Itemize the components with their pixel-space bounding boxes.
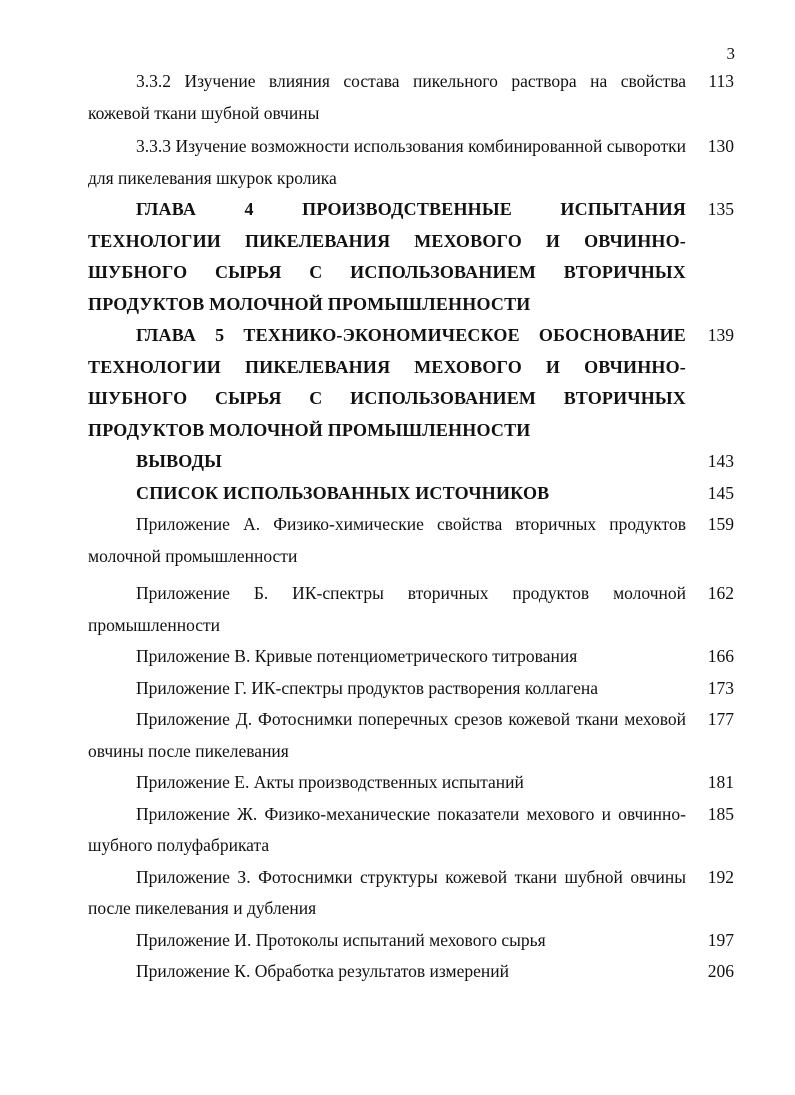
toc-entry-title: Приложение А. Физико-химические свойства вторичных продуктов молочной промышленности [88,514,686,566]
toc-entry-title: ГЛАВА 4 ПРОИЗВОДСТВЕННЫЕ ИСПЫТАНИЯ ТЕХНОЛОГИИ ПИКЕЛЕВАНИЯ МЕХОВОГО И ОВЧИННО-ШУБНОГО СЫРЬЯ С ИСПОЛЬЗОВАНИЕМ ВТОРИЧНЫХ ПРОДУКТОВ МОЛОЧНОЙ ПРОМЫШЛЕННОСТИ [88,199,686,314]
toc-entry-page: 159 [707,514,734,534]
toc-entry-page: 181 [707,772,734,792]
toc-entry-appendix-b[interactable] [88,578,734,641]
toc-entry-3-3-2[interactable] [88,66,734,129]
toc-entry-page: 139 [707,325,734,345]
toc-entry-page: 185 [707,803,734,824]
toc-entry-chapter-4[interactable] [88,194,734,320]
toc-entry-title: Приложение З. Фотоснимки структуры кожевой ткани шубной овчины после пикелевания и дубления [88,866,686,918]
toc-entry-title: 3.3.2 Изучение влияния состава пикельного раствора на свойства кожевой ткани шубной овчины [88,71,686,123]
toc-entry-title: СПИСОК ИСПОЛЬЗОВАННЫХ ИСТОЧНИКОВ [136,482,550,503]
toc-entry-title: ВЫВОДЫ [136,451,223,471]
page-number: 3 [726,44,735,63]
toc-entry-page: 135 [707,199,734,219]
toc-entry-title: Приложение К. Обработка результатов измерений [136,961,510,981]
toc-entry-title: Приложение Г. ИК-спектры продуктов растворения коллагена [136,677,599,698]
toc-entry-references[interactable] [88,478,734,510]
toc-entry-page: 143 [707,451,734,471]
toc-entry-title: Приложение И. Протоколы испытаний мехового сырья [136,929,546,950]
toc-entry-page: 166 [707,646,734,666]
toc-entry-appendix-z[interactable] [88,862,734,925]
toc-entry-title: 3.3.3 Изучение возможности использования комбинированной сыворотки для пикелевания шкурок кролика [88,136,686,188]
toc-entry-title: Приложение Б. ИК-спектры вторичных продуктов молочной промышленности [88,583,686,635]
toc-entry-appendix-v[interactable] [88,641,734,673]
toc-entry-appendix-k[interactable] [88,956,734,988]
toc-entry-title: Приложение Д. Фотоснимки поперечных срезов кожевой ткани меховой овчины после пикелевания [88,709,686,761]
toc-entry-page: 145 [707,482,734,503]
toc-entry-conclusions[interactable] [88,446,734,478]
toc-entry-page: 206 [707,961,734,981]
toc-entry-title: Приложение Е. Акты производственных испытаний [136,772,524,792]
toc-entry-appendix-i[interactable] [88,925,734,957]
toc-entry-page: 162 [707,583,734,603]
toc-entry-3-3-3[interactable] [88,131,734,194]
toc-entry-title: Приложение В. Кривые потенциометрического титрования [136,646,578,666]
toc-entry-appendix-a[interactable] [88,509,734,572]
toc-entry-page: 197 [707,929,734,950]
toc-entry-chapter-5[interactable] [88,320,734,446]
toc-entry-title: Приложение Ж. Физико-механические показатели мехового и овчинно-шубного полуфабриката [88,803,686,855]
toc-entry-page: 113 [708,71,734,91]
toc-entry-appendix-g[interactable] [88,673,734,705]
toc-entry-appendix-e[interactable] [88,767,734,799]
toc-entry-appendix-d[interactable] [88,704,734,767]
toc-entry-page: 192 [707,866,734,887]
toc-entry-appendix-zh[interactable] [88,799,734,862]
toc-entry-page: 130 [707,136,734,156]
table-of-contents [88,66,734,988]
toc-entry-page: 177 [707,709,734,729]
toc-entry-title: ГЛАВА 5 ТЕХНИКО-ЭКОНОМИЧЕСКОЕ ОБОСНОВАНИЕ ТЕХНОЛОГИИ ПИКЕЛЕВАНИЯ МЕХОВОГО И ОВЧИННО-ШУБНОГО СЫРЬЯ С ИСПОЛЬЗОВАНИЕМ ВТОРИЧНЫХ ПРОДУКТОВ МОЛОЧНОЙ ПРОМЫШЛЕННОСТИ [88,325,686,440]
toc-entry-page: 173 [707,677,734,698]
